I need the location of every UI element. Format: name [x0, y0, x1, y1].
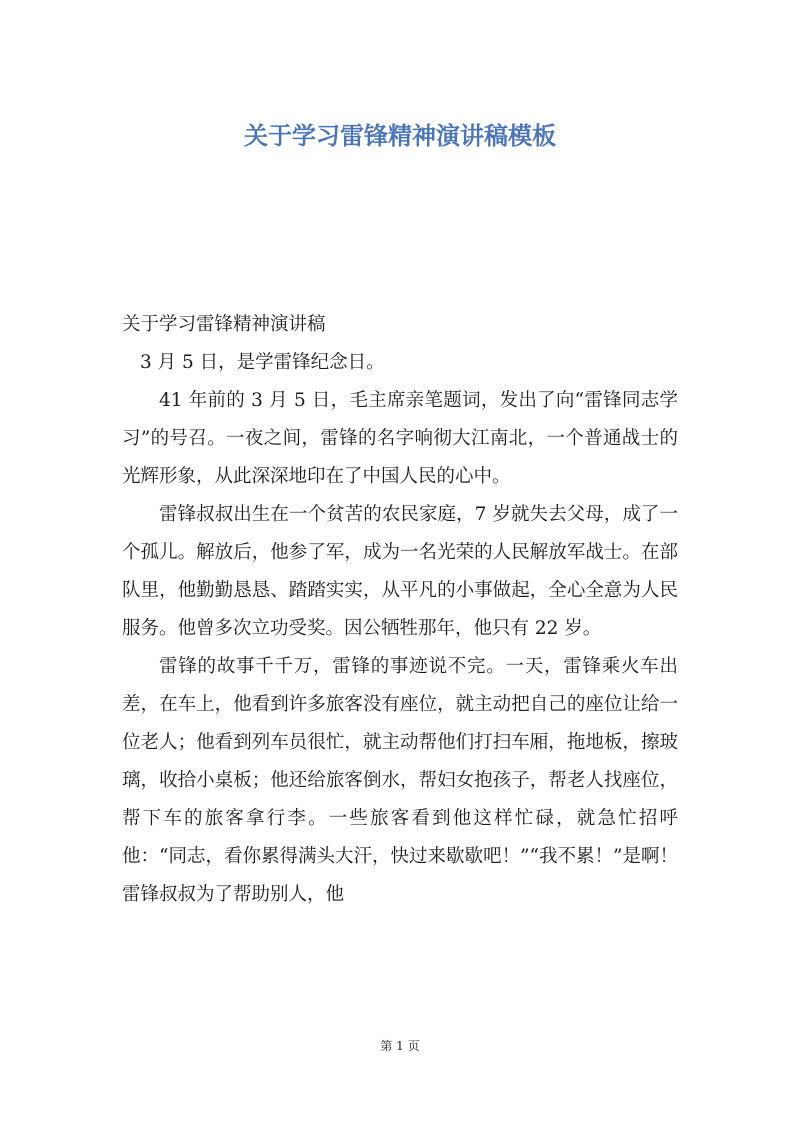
page-number: 第 1 页 [380, 1039, 420, 1053]
body-paragraph: 雷锋的故事千千万，雷锋的事迹说不完。一天，雷锋乘火车出差，在车上，他看到许多旅客没有座位，就主动把自己的座位让给一位老人；他看到列车员很忙，就主动帮他们打扫车厢，拖地板，擦玻璃，收拾小桌板；他还给旅客倒水，帮妇女抱孩子，帮老人找座位，帮下车的旅客拿行李。一些旅客看到他这样忙碌，就急忙招呼他：“同志，看你累得满头大汗，快过来歇歇吧！”“我不累！”是啊！雷锋叔叔为了帮助别人，他 [122, 656, 678, 905]
document-body [122, 306, 678, 914]
body-date-line: 3 月 5 日，是学雷锋纪念日。 [140, 352, 385, 373]
document-title: 关于学习雷锋精神演讲稿模板 [244, 122, 556, 150]
body-paragraph: 41 年前的 3 月 5 日，毛主席亲笔题词，发出了向“雷锋同志学习”的号召。一夜之间，雷锋的名字响彻大江南北，一个普通战士的光辉形象，从此深深地印在了中国人民的心中。 [122, 390, 678, 487]
body-paragraph: 雷锋叔叔出生在一个贫苦的农民家庭，7 岁就失去父母，成了一个孤儿。解放后，他参了军，成为一名光荣的人民解放军战士。在部队里，他勤勤恳恳、踏踏实实，从平凡的小事做起，全心全意为人民服务。他曾多次立功受奖。因公牺牲那年，他只有 22 岁。 [122, 504, 678, 639]
body-subtitle: 关于学习雷锋精神演讲稿 [122, 314, 326, 335]
